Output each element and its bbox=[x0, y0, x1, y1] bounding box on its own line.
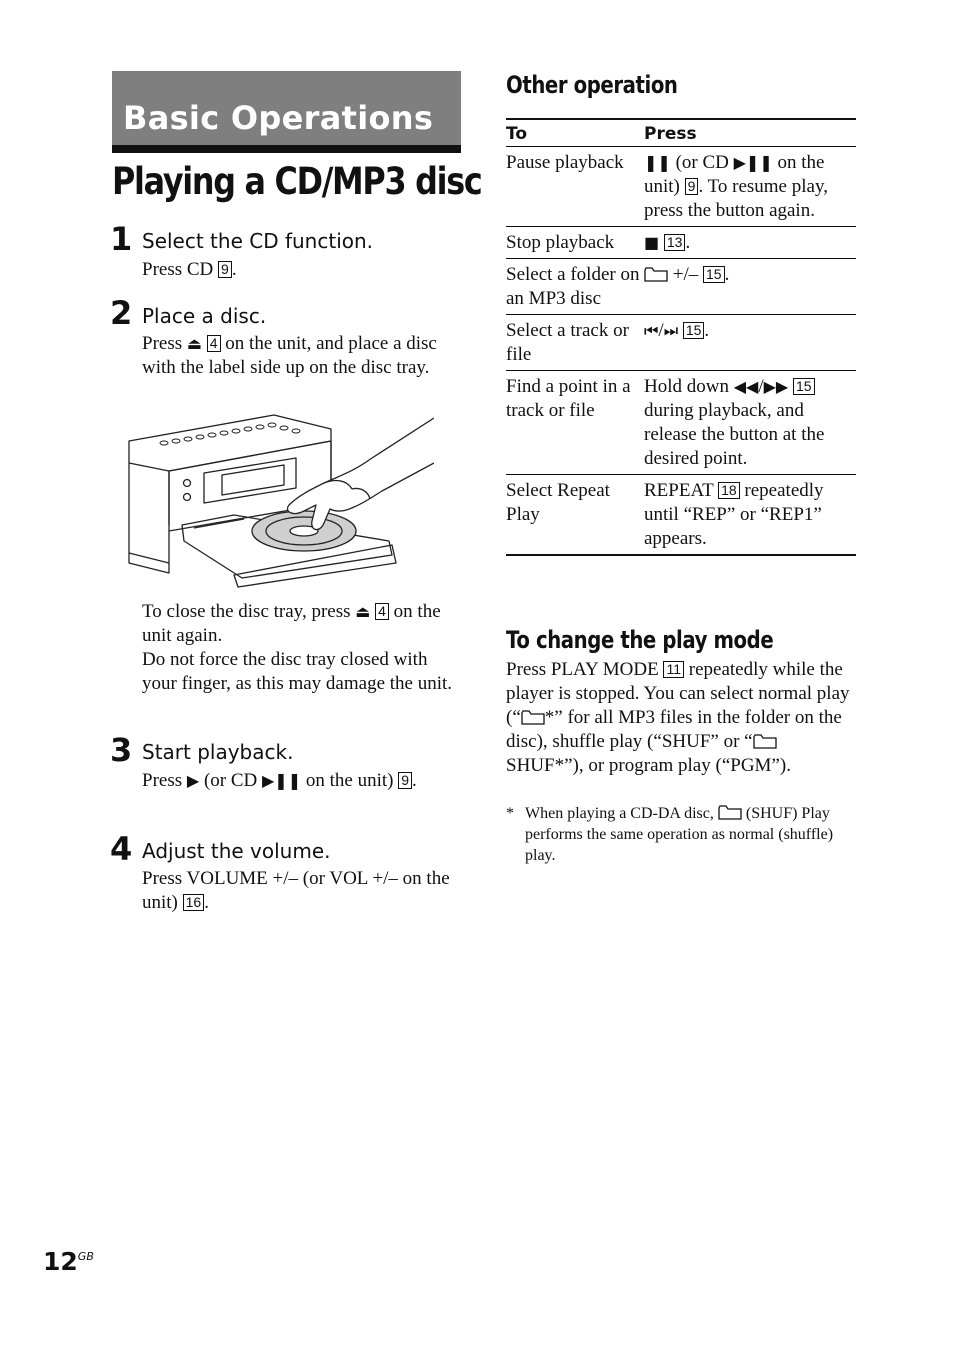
play-pause-icon: ▶❚❚ bbox=[262, 771, 302, 790]
step-number: 2 bbox=[110, 294, 133, 332]
next-track-icon: ⏭ bbox=[663, 321, 679, 340]
stop-icon: ■ bbox=[644, 233, 660, 252]
note-text: on the unit again. bbox=[142, 601, 441, 646]
table-header-row bbox=[506, 119, 856, 147]
press-text: / bbox=[758, 376, 764, 397]
press-text: REPEAT bbox=[644, 480, 714, 501]
mode-text: repeatedly while the player is stopped. You can select normal play (“ bbox=[506, 659, 850, 728]
key-ref: 18 bbox=[718, 482, 740, 499]
column-header-to: To bbox=[506, 119, 644, 147]
pause-icon: ❚❚ bbox=[644, 153, 671, 172]
row-action: Select a folder on an MP3 disc bbox=[506, 259, 644, 315]
key-ref: 9 bbox=[685, 178, 699, 195]
page-title: Playing a CD/MP3 disc bbox=[112, 160, 482, 203]
footnote-text-part: (SHUF) Play performs the same operation as normal (shuffle) play. bbox=[525, 805, 834, 864]
row-press bbox=[644, 315, 856, 371]
step-text: Press bbox=[142, 333, 183, 354]
step-body bbox=[142, 258, 462, 282]
table-row bbox=[506, 227, 856, 259]
key-ref: 13 bbox=[664, 234, 686, 251]
press-text: Hold down bbox=[644, 376, 729, 397]
step-body bbox=[142, 332, 462, 380]
press-text: repeatedly until “REP” or “REP1” appears. bbox=[644, 480, 824, 549]
page-number-suffix: GB bbox=[77, 1250, 94, 1263]
row-action: Find a point in a track or file bbox=[506, 371, 644, 475]
note-text: To close the disc tray, press bbox=[142, 601, 351, 622]
row-action: Stop playback bbox=[506, 227, 644, 259]
step-text: . bbox=[231, 259, 237, 280]
table-row bbox=[506, 371, 856, 475]
step-number: 3 bbox=[110, 731, 133, 769]
table-row bbox=[506, 147, 856, 227]
column-header-press: Press bbox=[644, 119, 856, 147]
step-text: on the unit) bbox=[305, 770, 394, 791]
row-press bbox=[644, 259, 856, 315]
step-text: . bbox=[204, 892, 209, 913]
previous-track-icon: ⏮ bbox=[644, 321, 659, 340]
rewind-icon: ◀◀ bbox=[733, 377, 759, 396]
mode-text: *” for all MP3 files in the folder on the disc), shuffle play (“SHUF” or “ bbox=[506, 707, 842, 752]
key-ref: 15 bbox=[703, 266, 725, 283]
section-title: Basic Operations bbox=[123, 99, 434, 137]
warning-text: Do not force the disc tray closed with your finger, as this may damage the unit. bbox=[142, 649, 453, 694]
banner-underline bbox=[112, 145, 461, 153]
press-text: on the unit) bbox=[644, 152, 825, 197]
table-row bbox=[506, 315, 856, 371]
footnote-marker: * bbox=[506, 805, 514, 822]
play-mode-body bbox=[506, 658, 856, 778]
step-number: 4 bbox=[110, 830, 133, 868]
row-press bbox=[644, 475, 856, 556]
key-ref: 4 bbox=[207, 335, 221, 352]
press-text: . bbox=[685, 232, 691, 253]
row-press bbox=[644, 147, 856, 227]
footnote-text-part: When playing a CD-DA disc, bbox=[525, 805, 714, 822]
row-action: Select a track or file bbox=[506, 315, 644, 371]
mode-text: Press PLAY MODE bbox=[506, 659, 659, 680]
footnote-text bbox=[525, 803, 857, 866]
folder-icon bbox=[644, 267, 668, 282]
key-ref: 9 bbox=[398, 772, 412, 789]
step-body bbox=[142, 769, 462, 793]
fast-forward-icon: ▶▶ bbox=[763, 377, 789, 396]
row-press bbox=[644, 227, 856, 259]
row-action: Pause playback bbox=[506, 147, 644, 227]
other-operation-heading: Other operation bbox=[506, 71, 678, 99]
key-ref: 9 bbox=[218, 261, 232, 278]
press-text: +/– bbox=[672, 264, 699, 285]
step-text: Press CD bbox=[142, 259, 214, 280]
step-heading: Adjust the volume. bbox=[142, 839, 331, 863]
operations-table bbox=[506, 118, 856, 556]
press-text: during playback, and release the button at the desired point. bbox=[644, 400, 825, 469]
folder-icon bbox=[521, 710, 545, 725]
key-ref: 16 bbox=[183, 894, 205, 911]
step-heading: Start playback. bbox=[142, 740, 294, 764]
table-row bbox=[506, 475, 856, 556]
key-ref: 4 bbox=[375, 603, 389, 620]
press-text: . To resume play, press the button again. bbox=[644, 176, 828, 221]
press-text: (or CD bbox=[675, 152, 729, 173]
row-action: Select Repeat Play bbox=[506, 475, 644, 556]
step-heading: Select the CD function. bbox=[142, 229, 374, 253]
page-number bbox=[43, 1247, 94, 1276]
key-ref: 15 bbox=[683, 322, 705, 339]
step-number: 1 bbox=[110, 220, 133, 258]
key-ref: 11 bbox=[663, 661, 684, 678]
press-text: . bbox=[724, 264, 730, 285]
step-text: Press VOLUME +/– (or VOL +/– on the unit) bbox=[142, 868, 450, 913]
step-text: on the unit, and place a disc with the label side up on the disc tray. bbox=[142, 333, 437, 378]
step-text: . bbox=[412, 770, 417, 791]
disc-tray-illustration bbox=[124, 413, 434, 588]
row-press bbox=[644, 371, 856, 475]
folder-icon bbox=[718, 805, 742, 820]
page-number-value: 12 bbox=[43, 1247, 78, 1276]
section-banner bbox=[112, 71, 461, 153]
step-body bbox=[142, 867, 462, 915]
eject-icon: ⏏ bbox=[355, 602, 371, 621]
table-row bbox=[506, 259, 856, 315]
step-text: Press bbox=[142, 770, 183, 791]
folder-icon bbox=[753, 734, 777, 749]
close-note bbox=[142, 600, 462, 696]
play-pause-icon: ▶❚❚ bbox=[733, 153, 773, 172]
press-text: / bbox=[658, 320, 664, 341]
step-heading: Place a disc. bbox=[142, 304, 267, 328]
key-ref: 15 bbox=[793, 378, 815, 395]
step-text: (or CD bbox=[203, 770, 258, 791]
eject-icon: ⏏ bbox=[186, 334, 202, 353]
play-icon: ▶ bbox=[186, 771, 200, 790]
play-mode-heading: To change the play mode bbox=[506, 626, 774, 654]
press-text: . bbox=[704, 320, 710, 341]
mode-text: SHUF*”), or program play (“PGM”). bbox=[506, 755, 791, 776]
